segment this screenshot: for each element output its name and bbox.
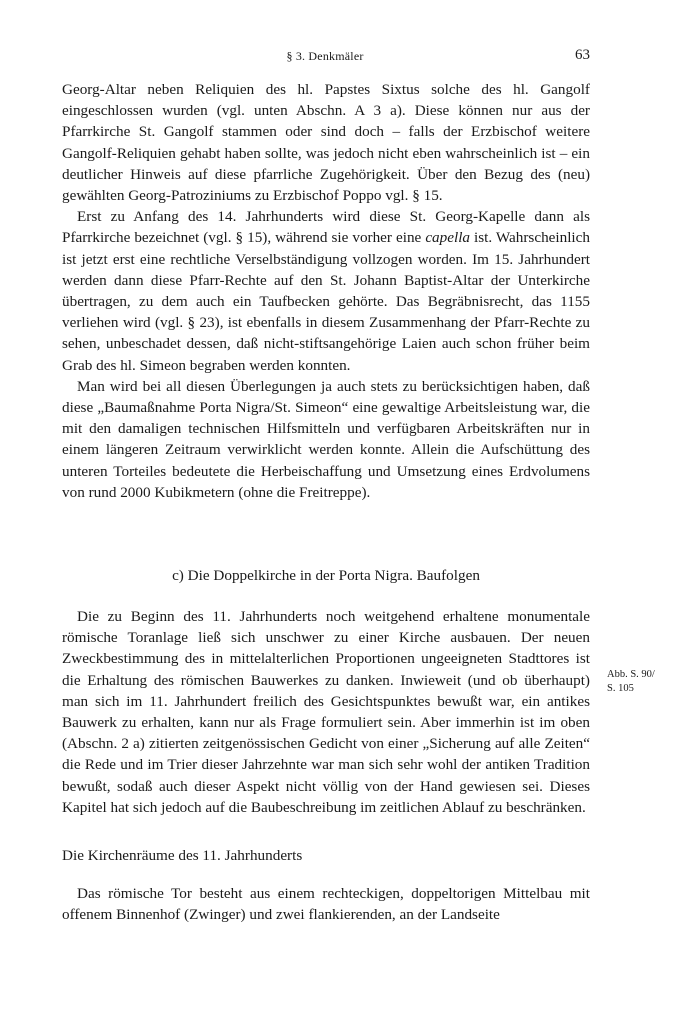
margin-note bbox=[607, 668, 687, 696]
section-heading: c) Die Doppelkirche in der Porta Nigra. Baufolgen bbox=[172, 567, 480, 584]
paragraph-georg-kapelle bbox=[62, 206, 590, 376]
paragraph-emphasis: capella bbox=[425, 229, 471, 247]
paragraph-continuation: Georg-Altar neben Reliquien des hl. Papstes Sixtus solche des hl. Gangolf eingeschlossen wurden (vgl. unten Abschn. A 3 a). Diese können nur aus der Pfarrkirche St. Gangolf stammen oder sind doch – falls der Erzbischof weitere Gangolf-Reliquien gehabt haben sollte, was jedoch nicht eben wahrscheinlich ist – ein deutlicher Hinweis auf diese pfarrliche Zugehörigkeit. Über den Bezug des (neu) gewählten Georg-Patroziniums zu Erzbischof Poppo vgl. § 15. bbox=[62, 81, 590, 205]
paragraph-text: ist. Wahrscheinlich ist jetzt erst eine rechtliche Verselbständigung vollzogen worden. Im 15. Jahrhundert werden dann diese Pfarr-Rechte auf den St. Johann Baptist-Altar der Unterkirche übertragen, zu dem auch ein Taufbecken gehörte. Das Begräbnisrecht, das 1155 verliehen wird (vgl. § 23), ist ebenfalls in diesem Zusammenhang der Pfarr-Rechte zu sehen, unbeschadet dessen, daß nicht-stiftsangehörige Laien auch schon früher beim Grab des hl. Simeon begraben werden konnten. bbox=[62, 229, 590, 374]
page-number: 63 bbox=[575, 47, 590, 63]
text-block-upper bbox=[62, 79, 590, 503]
margin-note-line: S. 105 bbox=[607, 683, 634, 694]
subheading: Die Kirchenräume des 11. Jahrhunderts bbox=[62, 847, 303, 864]
paragraph-text: Erst zu Anfang des 14. Jahrhunderts wird diese St. Georg-Kapelle dann als Pfarrkirche bezeichnet (vgl. § 15), während sie vorher eine bbox=[62, 208, 590, 247]
text-block-lower bbox=[62, 883, 590, 925]
paragraph-baumassnahme: Man wird bei all diesen Überlegungen ja auch stets zu berücksichtigen haben, daß diese „Baumaßnahme Porta Nigra/St. Simeon“ eine gewaltige Arbeitsleistung war, die mit den damaligen technischen Hilfsmitteln und verfügbaren Arbeitskräften nur in einem längeren Zeitraum verwirklicht werden konnte. Allein die Aufschüttung des unteren Torteiles bedeutete die Herbeischaffung und Umsetzung eines Erdvolumens von rund 2000 Kubikmetern (ohne die Freitreppe). bbox=[62, 377, 590, 501]
section-title: § 3. Denkmäler bbox=[286, 49, 364, 63]
paragraph-toranlage: Die zu Beginn des 11. Jahrhunderts noch weitgehend erhaltene monumentale römische Toranlage ließ sich unschwer zu einer Kirche ausbauen. Der neuen Zweckbestimmung des in mittelalterlichen Proportionen ungeeigneten Stadttores ist die Erhaltung des römischen Bauwerkes zu danken. Inwieweit (und ob überhaupt) man sich im 11. Jahrhundert freilich des Gesichtspunktes bewußt war, ein antikes Bauwerk zu erhalten, kann nur als Frage formuliert sein. Aber immerhin ist im oben (Abschn. 2 a) zitierten zeitgenössischen Gedicht von einer „Sicherung auf alle Zeiten“ die Rede und im Trier dieser Jahrzehnte war man sich sehr wohl der antiken Tradition bewußt, sodaß auch dieser Aspekt nicht völlig von der Hand gewiesen sei. Dieses Kapitel hat sich jedoch auf die Baubeschreibung im zeitlichen Ablauf zu beschränken. bbox=[62, 608, 590, 816]
running-head bbox=[60, 47, 590, 67]
paragraph-roemisches-tor: Das römische Tor besteht aus einem rechteckigen, doppeltorigen Mittelbau mit offenem Binnenhof (Zwinger) und zwei flankierenden, an der Landseite bbox=[62, 885, 590, 924]
text-block-middle bbox=[62, 606, 590, 818]
margin-note-line: Abb. S. 90/ bbox=[607, 669, 655, 680]
